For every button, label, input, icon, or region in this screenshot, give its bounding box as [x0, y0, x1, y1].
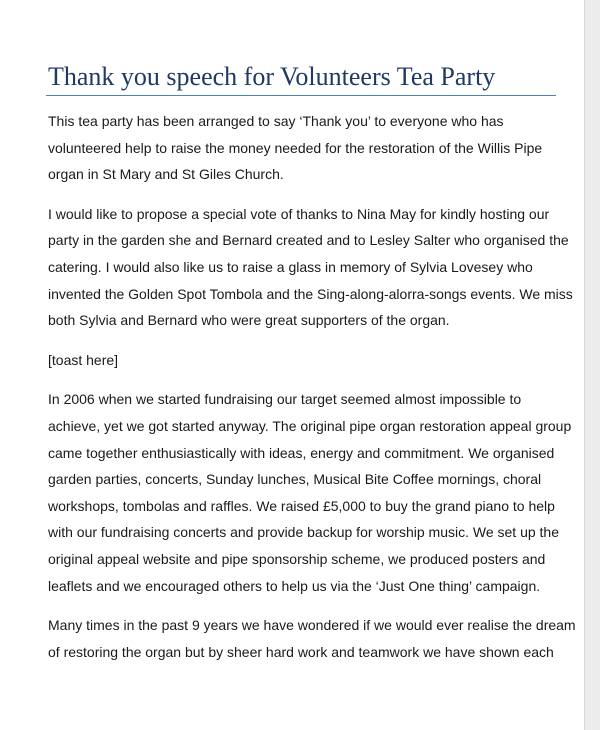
document-body	[48, 108, 576, 678]
viewer-scroll-gutter[interactable]	[584, 0, 600, 730]
text-line: of restoring the organ but by sheer hard work and teamwork we have shown each	[48, 643, 554, 660]
text-line: party in the garden she and Bernard created and to Lesley Salter who organised the	[48, 232, 569, 249]
text-line: In 2006 when we started fundraising our target seemed almost impossible to	[48, 391, 522, 408]
text-line: invented the Golden Spot Tombola and the Sing-along-alorra-songs events. We miss	[48, 285, 573, 302]
text-line: [toast here]	[48, 351, 119, 368]
text-line: Many times in the past 9 years we have wondered if we would ever realise the dream	[48, 617, 576, 634]
text-line: came together enthusiastically with ideas, energy and commitment. We organised	[48, 444, 555, 461]
document-title: Thank you speech for Volunteers Tea Party	[48, 62, 496, 91]
paragraph-history	[48, 386, 572, 599]
paragraph-thanks	[48, 201, 573, 334]
text-line: I would like to propose a special vote of thanks to Nina May for kindly hosting our	[48, 205, 550, 222]
text-line: with our fundraising concerts and provide backup for worship music. We set up the	[48, 524, 559, 541]
text-line: This tea party has been arranged to say ‘Thank you’ to everyone who has	[48, 113, 504, 129]
text-line: catering. I would also like us to raise a glass in memory of Sylvia Lovesey who	[48, 258, 533, 275]
text-line: leaflets and we encouraged others to help us via the ‘Just One thing’ campaign.	[48, 577, 541, 594]
text-line: achieve, yet we got started anyway. The original pipe organ restoration appeal group	[48, 417, 572, 434]
text-line: both Sylvia and Bernard who were great supporters of the organ.	[48, 312, 450, 329]
text-line: original appeal website and pipe sponsorship scheme, we produced posters and	[48, 550, 546, 567]
text-line: workshops, tombolas and raffles. We raised £5,000 to buy the grand piano to help	[48, 497, 555, 514]
title-underline-rule	[46, 95, 556, 96]
text-line: garden parties, concerts, Sunday lunches, Musical Bite Coffee mornings, choral	[48, 471, 542, 488]
paragraph-intro	[48, 108, 558, 188]
page-crop-mask	[0, 700, 584, 730]
paragraph-dream	[48, 612, 576, 665]
text-line: volunteered help to raise the money needed for the restoration of the Willis Pipe	[48, 139, 543, 156]
paragraph-toast	[48, 347, 558, 374]
text-line: organ in St Mary and St Giles Church.	[48, 166, 284, 183]
